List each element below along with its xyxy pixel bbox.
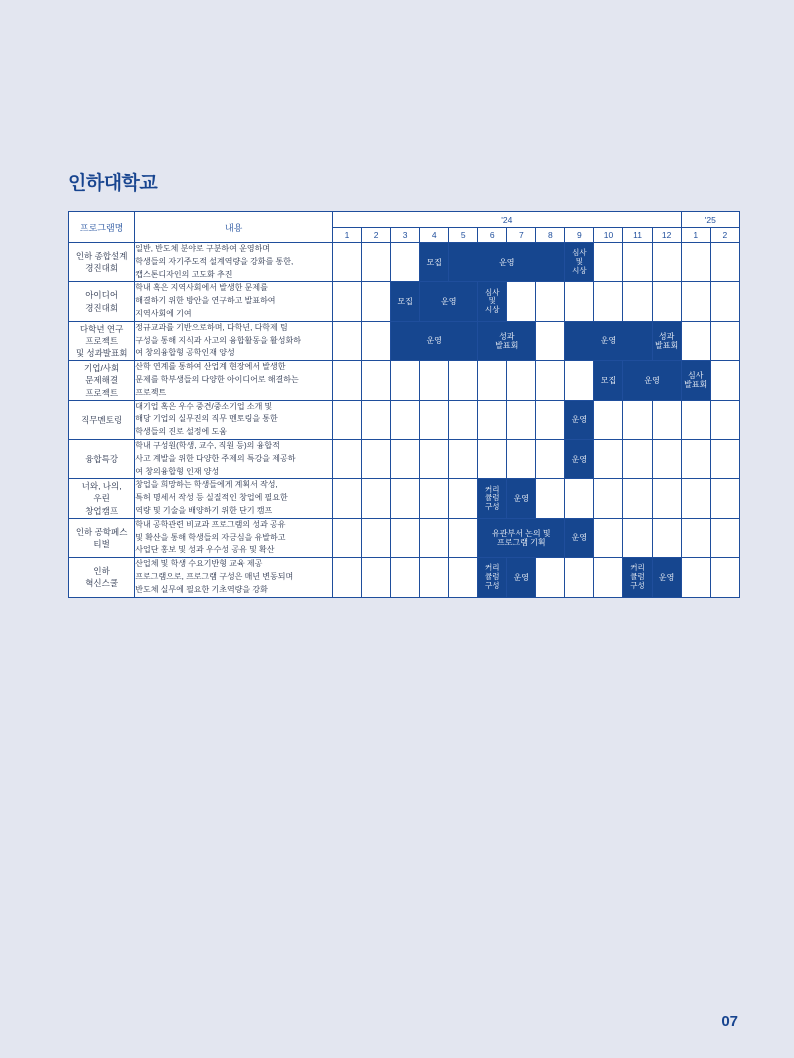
program-name-line: 문제해결 xyxy=(85,375,119,386)
header-month: 1 xyxy=(333,228,362,243)
schedule-empty-cell xyxy=(681,439,710,478)
schedule-empty-cell xyxy=(362,558,391,597)
table-row xyxy=(69,479,740,518)
header-program: 프로그램명 xyxy=(69,212,135,243)
table-row xyxy=(69,439,740,478)
schedule-empty-cell xyxy=(391,479,420,518)
header-month: 12 xyxy=(652,228,681,243)
schedule-empty-cell xyxy=(449,439,478,478)
schedule-empty-cell xyxy=(594,479,623,518)
header-month: 11 xyxy=(623,228,652,243)
program-content-line: 학생들의 자기주도적 설계역량을 강화를 통한, xyxy=(135,256,294,266)
schedule-empty-cell xyxy=(333,558,362,597)
program-content-line: 산학 연계를 통하여 산업계 현장에서 발생한 xyxy=(135,362,286,372)
program-name-line: 경진대회 xyxy=(85,263,119,274)
program-name-cell xyxy=(69,282,135,321)
schedule-empty-cell xyxy=(594,282,623,321)
header-month: 4 xyxy=(420,228,449,243)
schedule-bar xyxy=(565,518,594,557)
schedule-empty-cell xyxy=(652,282,681,321)
program-content-line: 반도체 실무에 필요한 기초역량을 강화 xyxy=(135,584,268,594)
schedule-empty-cell xyxy=(652,439,681,478)
schedule-empty-cell xyxy=(652,243,681,282)
schedule-bar-label: 구성 xyxy=(485,501,500,511)
program-name-line: 다학년 연구 xyxy=(79,323,124,334)
schedule-empty-cell xyxy=(333,243,362,282)
schedule-empty-cell xyxy=(681,518,710,557)
schedule-bar xyxy=(478,558,507,597)
schedule-bar-label: 운영 xyxy=(440,296,457,306)
schedule-bar-label: 큘럼 xyxy=(630,572,645,581)
page-content xyxy=(68,168,740,598)
schedule-bar xyxy=(478,321,536,360)
schedule-bar-label: 운영 xyxy=(658,572,675,582)
program-content-line: 정규교과를 기반으로하며, 다학년, 다학제 팀 xyxy=(135,322,288,332)
schedule-empty-cell xyxy=(681,479,710,518)
schedule-bar-label: 발표회 xyxy=(684,380,708,390)
program-content-line: 프로그램으로, 프로그램 구성은 매년 변동되며 xyxy=(135,571,294,581)
program-content-line: 해당 기업의 실무진의 직무 멘토링을 통한 xyxy=(135,414,278,424)
schedule-empty-cell xyxy=(449,518,478,557)
schedule-bar-label: 운영 xyxy=(513,493,530,503)
schedule-empty-cell xyxy=(420,518,449,557)
schedule-empty-cell xyxy=(681,321,710,360)
schedule-empty-cell xyxy=(681,558,710,597)
table-row xyxy=(69,361,740,400)
schedule-bar-label: 프로그램 기획 xyxy=(497,537,546,547)
schedule-empty-cell xyxy=(362,479,391,518)
schedule-empty-cell xyxy=(449,479,478,518)
schedule-bar-label: 모집 xyxy=(397,296,413,306)
schedule-bar xyxy=(420,282,478,321)
schedule-empty-cell xyxy=(449,558,478,597)
program-content-line: 사고 계발을 위한 다양한 주제의 특강을 제공하 xyxy=(135,453,296,463)
schedule-empty-cell xyxy=(362,243,391,282)
schedule-bar-label: 큘럼 xyxy=(485,572,500,581)
program-name-cell xyxy=(69,439,135,478)
schedule-empty-cell xyxy=(565,361,594,400)
schedule-empty-cell xyxy=(681,400,710,439)
schedule-bar-label: 운영 xyxy=(571,415,588,425)
schedule-bar-label: 모집 xyxy=(600,375,617,385)
schedule-bar xyxy=(391,321,478,360)
schedule-empty-cell xyxy=(391,558,420,597)
schedule-empty-cell xyxy=(623,518,652,557)
schedule-bar-label: 시상 xyxy=(485,304,500,314)
program-content-cell xyxy=(135,400,333,439)
program-content-line: 대기업 혹은 우수 중견/중소기업 소개 및 xyxy=(135,401,273,411)
program-name-line: 직무멘토링 xyxy=(81,414,123,425)
schedule-empty-cell xyxy=(333,361,362,400)
header-content: 내용 xyxy=(135,212,333,243)
program-name-line: 경진대회 xyxy=(85,302,119,313)
schedule-bar-label: 발표회 xyxy=(655,340,679,350)
program-content-line: 사업단 홍보 및 성과 우수성 공유 및 확산 xyxy=(135,545,275,555)
program-name-line: 및 성과발표회 xyxy=(75,348,128,359)
schedule-empty-cell xyxy=(507,282,536,321)
header-month: 6 xyxy=(478,228,507,243)
schedule-empty-cell xyxy=(478,400,507,439)
schedule-bar xyxy=(565,400,594,439)
program-name-line: 인하 종합설계 xyxy=(75,250,128,261)
schedule-bar-label: 커리 xyxy=(630,563,645,573)
program-name-line: 인하 공학페스 xyxy=(75,526,128,537)
schedule-empty-cell xyxy=(449,361,478,400)
schedule-empty-cell xyxy=(333,518,362,557)
program-content-line: 학내 구성원(학생, 교수, 직원 등)의 융합적 xyxy=(135,440,280,450)
program-name-line: 기업/사회 xyxy=(84,362,120,373)
program-content-line: 학내 공학관련 비교과 프로그램의 성과 공유 xyxy=(135,519,286,529)
program-name-cell xyxy=(69,361,135,400)
schedule-bar xyxy=(652,558,681,597)
program-content-line: 창업을 희망하는 학생들에게 계획서 작성, xyxy=(135,480,278,490)
schedule-bar xyxy=(565,243,594,282)
schedule-empty-cell xyxy=(362,361,391,400)
schedule-empty-cell xyxy=(507,439,536,478)
program-content-line: 학생들의 진로 설정에 도움 xyxy=(135,427,227,437)
program-name-cell xyxy=(69,518,135,557)
program-name-cell xyxy=(69,321,135,360)
schedule-empty-cell xyxy=(420,558,449,597)
schedule-bar-label: 구성 xyxy=(630,580,645,590)
page-title: 인하대학교 xyxy=(68,173,158,194)
schedule-bar xyxy=(478,282,507,321)
table-row xyxy=(69,400,740,439)
schedule-empty-cell xyxy=(391,400,420,439)
schedule-empty-cell xyxy=(565,558,594,597)
schedule-bar xyxy=(507,479,536,518)
schedule-bar-label: 커리 xyxy=(485,484,500,494)
schedule-bar xyxy=(623,558,652,597)
program-name-line: 창업캠프 xyxy=(85,505,119,516)
table-body xyxy=(69,243,740,598)
schedule-bar xyxy=(507,558,536,597)
schedule-empty-cell xyxy=(362,439,391,478)
header-month: 3 xyxy=(391,228,420,243)
program-name-line: 우린 xyxy=(93,493,110,504)
schedule-empty-cell xyxy=(333,479,362,518)
schedule-empty-cell xyxy=(362,518,391,557)
program-content-line: 프로젝트 xyxy=(135,387,167,397)
schedule-empty-cell xyxy=(536,439,565,478)
schedule-empty-cell xyxy=(478,439,507,478)
schedule-empty-cell xyxy=(565,282,594,321)
schedule-empty-cell xyxy=(710,439,739,478)
schedule-empty-cell xyxy=(362,282,391,321)
schedule-empty-cell xyxy=(391,518,420,557)
page-number: 07 xyxy=(721,1013,738,1030)
schedule-empty-cell xyxy=(391,243,420,282)
program-content-cell xyxy=(135,282,333,321)
schedule-bar xyxy=(565,439,594,478)
schedule-empty-cell xyxy=(565,479,594,518)
header-month: 8 xyxy=(536,228,565,243)
schedule-empty-cell xyxy=(420,479,449,518)
schedule-empty-cell xyxy=(710,321,739,360)
schedule-empty-cell xyxy=(681,282,710,321)
schedule-empty-cell xyxy=(536,558,565,597)
program-name-line: 인하 xyxy=(93,566,110,576)
table-row xyxy=(69,321,740,360)
schedule-empty-cell xyxy=(652,400,681,439)
schedule-empty-cell xyxy=(594,439,623,478)
header-month: 7 xyxy=(507,228,536,243)
schedule-empty-cell xyxy=(333,439,362,478)
program-content-line: 캡스톤디자인의 고도화 추진 xyxy=(135,269,233,279)
schedule-bar-label: 성과 xyxy=(499,331,515,341)
schedule-bar xyxy=(623,361,681,400)
program-content-line: 역량 및 기술을 배양하기 위한 단기 캠프 xyxy=(135,505,273,515)
schedule-bar-label: 및 xyxy=(488,296,496,306)
header-month: 2 xyxy=(362,228,391,243)
program-content-line: 학내 혹은 지역사회에서 발생한 문제를 xyxy=(135,283,268,293)
schedule-empty-cell xyxy=(536,361,565,400)
table-row xyxy=(69,518,740,557)
schedule-empty-cell xyxy=(362,400,391,439)
program-content-line: 및 확산을 통해 학생들의 자긍심을 유발하고 xyxy=(135,532,286,542)
schedule-bar-label: 운영 xyxy=(426,336,442,346)
schedule-empty-cell xyxy=(536,400,565,439)
table-header xyxy=(69,212,740,243)
program-content-line: 문제를 학부생들의 다양한 아이디어로 해결하는 xyxy=(135,374,299,384)
schedule-bar-label: 성과 xyxy=(658,331,675,341)
schedule-bar xyxy=(681,361,710,400)
schedule-bar-label: 운영 xyxy=(644,375,660,385)
schedule-bar xyxy=(391,282,420,321)
schedule-empty-cell xyxy=(623,479,652,518)
schedule-bar xyxy=(420,243,449,282)
schedule-empty-cell xyxy=(536,282,565,321)
schedule-empty-cell xyxy=(391,439,420,478)
program-content-cell xyxy=(135,439,333,478)
schedule-empty-cell xyxy=(681,243,710,282)
schedule-bar-label: 발표회 xyxy=(495,340,519,350)
program-name-line: 혁신스쿨 xyxy=(85,578,119,589)
schedule-bar-label: 심사 xyxy=(572,248,587,258)
schedule-empty-cell xyxy=(623,243,652,282)
schedule-bar-label: 유관부서 논의 및 xyxy=(492,528,551,538)
table-row xyxy=(69,558,740,597)
schedule-empty-cell xyxy=(420,361,449,400)
table-row xyxy=(69,282,740,321)
schedule-empty-cell xyxy=(449,400,478,439)
schedule-empty-cell xyxy=(333,282,362,321)
program-name-cell xyxy=(69,558,135,597)
schedule-empty-cell xyxy=(594,518,623,557)
program-name-cell xyxy=(69,479,135,518)
schedule-empty-cell xyxy=(652,479,681,518)
header-month: 5 xyxy=(449,228,478,243)
program-content-line: 일반, 반도체 분야로 구분하여 운영하며 xyxy=(135,244,271,253)
schedule-bar xyxy=(478,479,507,518)
header-year-2024: '24 xyxy=(333,212,682,228)
schedule-bar xyxy=(594,361,623,400)
schedule-empty-cell xyxy=(507,361,536,400)
program-content-line: 지역사회에 기여 xyxy=(135,308,192,318)
schedule-empty-cell xyxy=(710,558,739,597)
schedule-empty-cell xyxy=(536,321,565,360)
program-name-line: 아이디어 xyxy=(85,290,119,301)
schedule-empty-cell xyxy=(362,321,391,360)
header-row-year xyxy=(69,212,740,228)
schedule-empty-cell xyxy=(333,321,362,360)
schedule-bar-label: 심사 xyxy=(485,287,500,297)
schedule-empty-cell xyxy=(391,361,420,400)
schedule-bar-label: 큘럼 xyxy=(485,493,500,503)
schedule-empty-cell xyxy=(710,361,739,400)
schedule-bar-label: 심사 xyxy=(687,371,704,381)
schedule-bar xyxy=(565,321,652,360)
program-name-cell xyxy=(69,243,135,282)
header-month: 9 xyxy=(565,228,594,243)
program-name-line: 프로젝트 xyxy=(85,387,119,398)
schedule-bar xyxy=(478,518,565,557)
schedule-bar xyxy=(652,321,681,360)
schedule-empty-cell xyxy=(710,479,739,518)
schedule-bar-label: 커리 xyxy=(485,563,500,573)
program-content-cell xyxy=(135,361,333,400)
header-year-2025: '25 xyxy=(681,212,739,228)
schedule-empty-cell xyxy=(623,439,652,478)
program-schedule-table xyxy=(68,211,740,598)
program-name-cell xyxy=(69,400,135,439)
program-content-cell xyxy=(135,518,333,557)
schedule-bar-label: 시상 xyxy=(572,265,587,275)
header-month: 2 xyxy=(710,228,739,243)
program-name-line: 티벌 xyxy=(93,538,110,549)
schedule-bar-label: 및 xyxy=(575,256,584,266)
schedule-bar xyxy=(449,243,565,282)
schedule-empty-cell xyxy=(478,361,507,400)
program-name-line: 프로젝트 xyxy=(85,335,119,346)
schedule-empty-cell xyxy=(594,400,623,439)
program-content-cell xyxy=(135,479,333,518)
schedule-empty-cell xyxy=(420,400,449,439)
program-content-line: 해결하기 위한 방안을 연구하고 발표하여 xyxy=(135,296,276,306)
schedule-bar-label: 운영 xyxy=(600,336,617,346)
program-content-line: 특허 명세서 작성 등 실질적인 창업에 필요한 xyxy=(135,493,288,503)
program-content-line: 구성을 통해 지식과 사고의 융합활동을 활성화하 xyxy=(135,335,301,345)
schedule-empty-cell xyxy=(507,400,536,439)
schedule-empty-cell xyxy=(420,439,449,478)
program-content-line: 산업체 및 학생 수요기반형 교육 제공 xyxy=(135,559,263,569)
schedule-empty-cell xyxy=(536,479,565,518)
program-content-cell xyxy=(135,558,333,597)
header-month: 1 xyxy=(681,228,710,243)
schedule-empty-cell xyxy=(623,400,652,439)
program-content-cell xyxy=(135,321,333,360)
schedule-empty-cell xyxy=(594,558,623,597)
program-content-line: 여 창의융합형 공학인재 양성 xyxy=(135,348,235,358)
schedule-empty-cell xyxy=(594,243,623,282)
schedule-bar-label: 모집 xyxy=(426,257,442,267)
schedule-bar-label: 운영 xyxy=(571,533,588,543)
header-month: 10 xyxy=(594,228,623,243)
schedule-bar-label: 운영 xyxy=(571,454,588,464)
program-name-line: 너와, 나의, xyxy=(81,481,122,492)
schedule-empty-cell xyxy=(710,400,739,439)
schedule-empty-cell xyxy=(710,282,739,321)
program-content-cell xyxy=(135,243,333,282)
schedule-bar-label: 운영 xyxy=(513,572,530,582)
table-row xyxy=(69,243,740,282)
program-content-line: 여 창의융합형 인재 양성 xyxy=(135,466,220,476)
schedule-bar-label: 운영 xyxy=(499,257,515,267)
schedule-bar-label: 구성 xyxy=(485,580,500,590)
schedule-empty-cell xyxy=(333,400,362,439)
schedule-empty-cell xyxy=(652,518,681,557)
schedule-empty-cell xyxy=(623,282,652,321)
program-name-line: 융합특강 xyxy=(85,453,119,464)
schedule-empty-cell xyxy=(710,243,739,282)
schedule-empty-cell xyxy=(710,518,739,557)
